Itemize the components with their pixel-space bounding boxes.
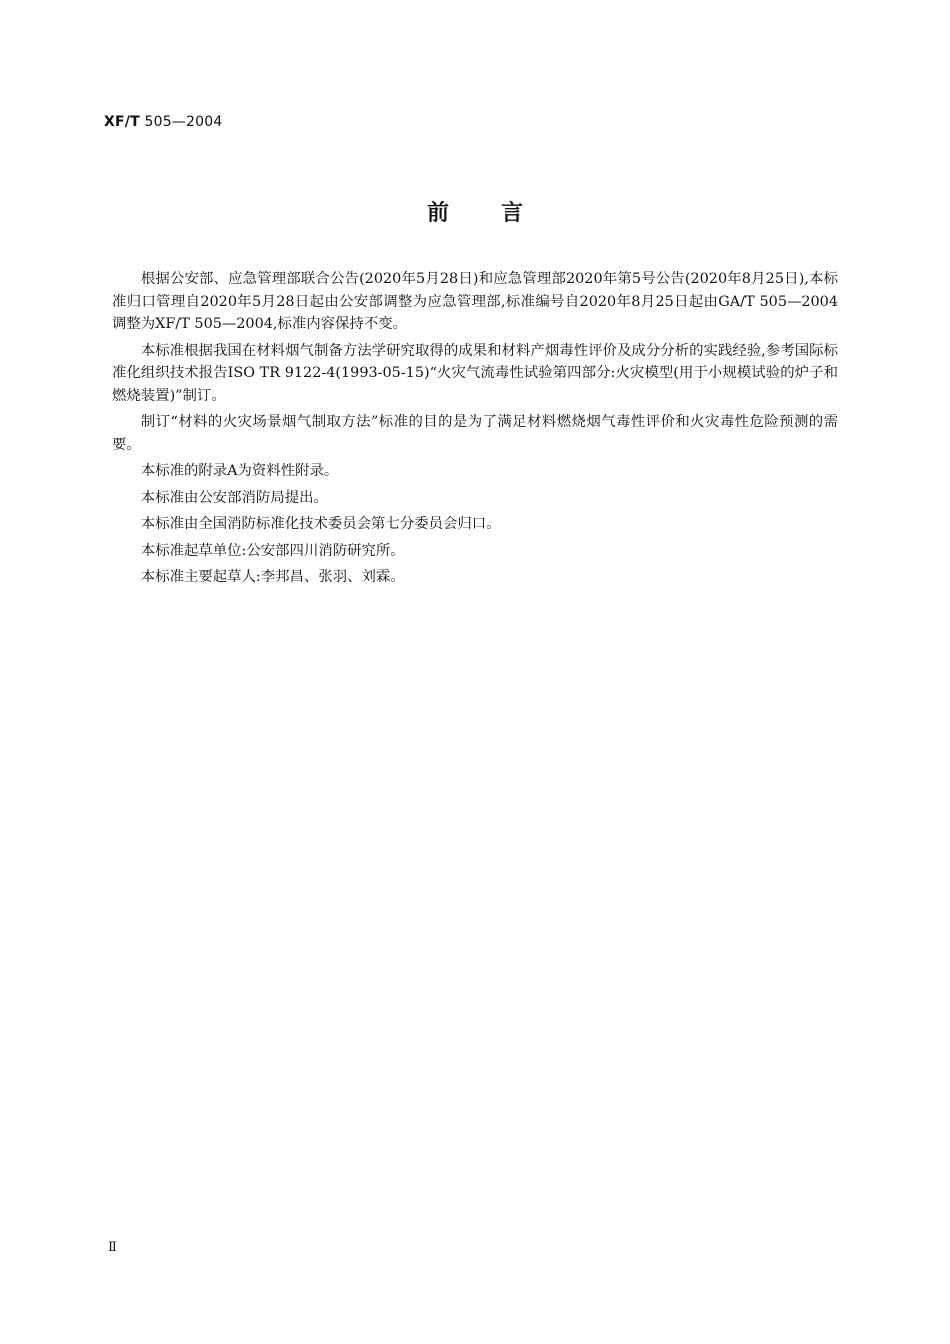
paragraph-drafting-unit: 本标准起草单位:公安部四川消防研究所。: [140, 542, 405, 559]
foreword-body: [112, 268, 838, 593]
page-number: Ⅱ: [108, 1240, 117, 1255]
page-title: 前言: [426, 201, 575, 226]
paragraph-committee: 本标准由全国消防标准化技术委员会第七分委员会归口。: [140, 516, 501, 532]
paragraph-purpose: 制订“材料的火灾场景烟气制取方法”标准的目的是为了满足材料燃烧烟气毒性评价和火灾毒性危险预测的需要。: [112, 414, 838, 453]
paragraph-announcement: 根据公安部、应急管理部联合公告(2020年5月28日)和应急管理部2020年第5号公告(2020年8月25日),本标准归口管理自2020年5月28日起由公安部调整为应急管理部,标准编号自2020年8月25日起由GA/T 505—2004调整为XF/T 505—2004,标准内容保持不变。: [112, 271, 838, 332]
paragraph-proposer: 本标准由公安部消防局提出。: [140, 489, 328, 506]
paragraph-appendix: 本标准的附录A为资料性附录。: [140, 463, 339, 479]
standard-code-number: 505—2004: [144, 114, 223, 130]
paragraph-drafters: 本标准主要起草人:李邦昌、张羽、刘霖。: [140, 569, 405, 585]
standard-code-prefix: XF/T: [104, 114, 140, 130]
standard-code: [104, 114, 222, 130]
paragraph-basis: 本标准根据我国在材料烟气制备方法学研究取得的成果和材料产烟毒性评价及成分分析的实践经验,参考国际标准化组织技术报告ISO TR 9122-4(1993-05-15)“火灾气流毒性试验第四部分:火灾模型(用于小规模试验的炉子和燃烧装置)”制订。: [112, 342, 838, 404]
